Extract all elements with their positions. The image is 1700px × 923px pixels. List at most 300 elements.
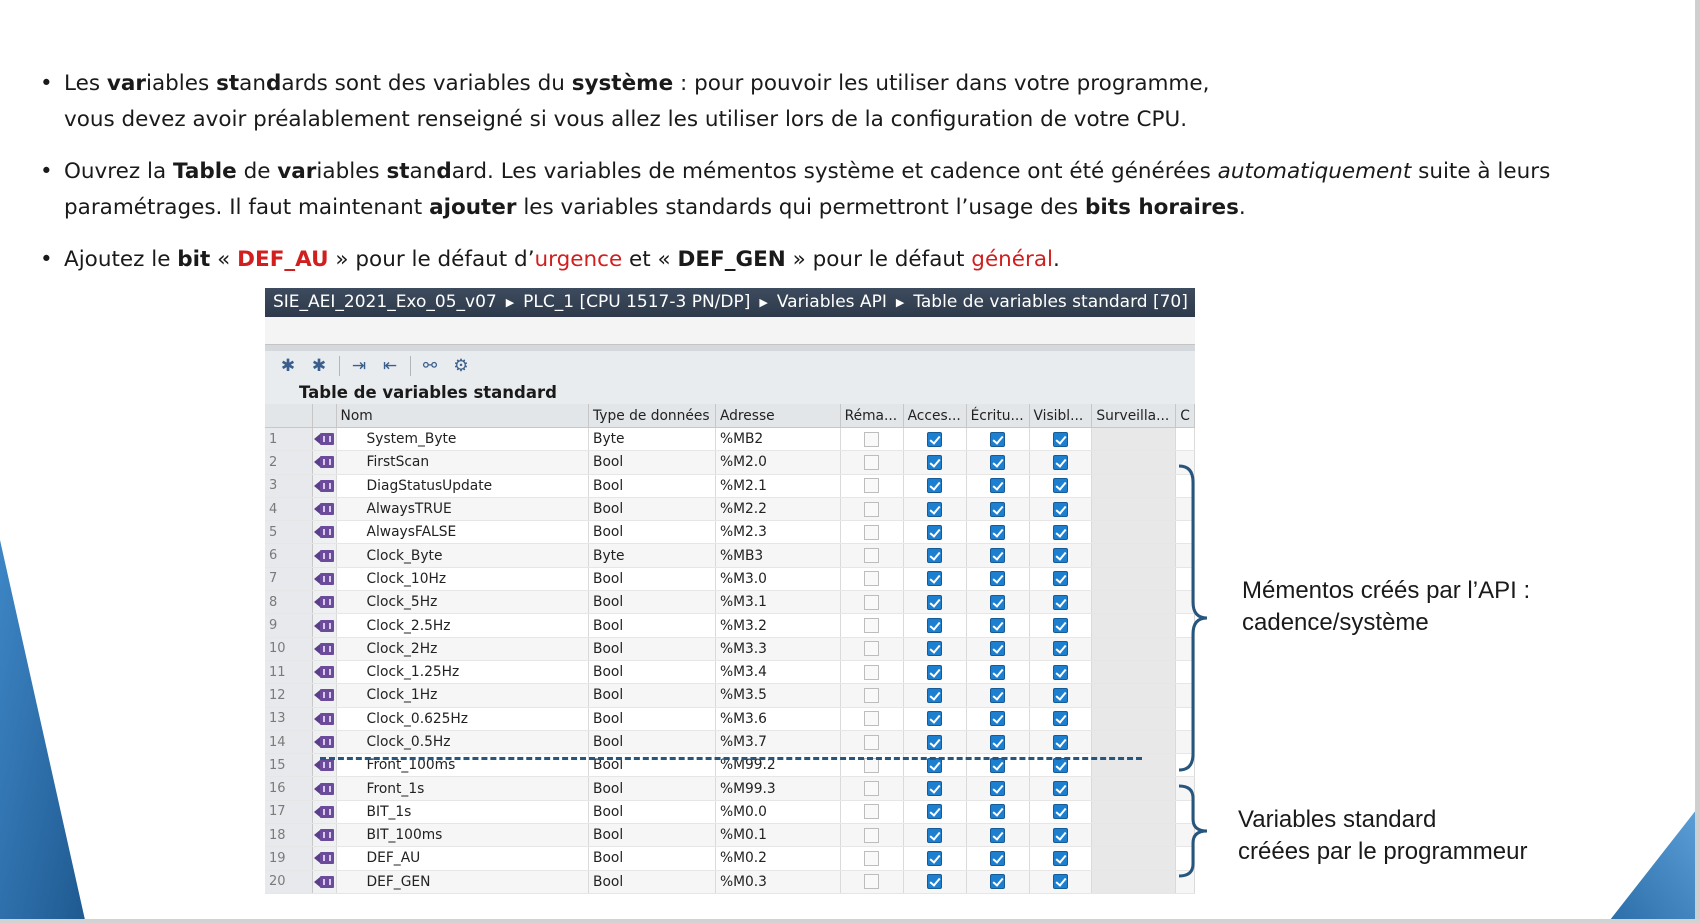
monitor-value: [1092, 800, 1176, 823]
row-number[interactable]: 17: [265, 800, 312, 823]
retain-checkbox[interactable]: [864, 874, 879, 889]
row-number[interactable]: 16: [265, 777, 312, 800]
instruction-list: [40, 66, 1660, 294]
add-variable-icon[interactable]: ✱: [280, 356, 296, 376]
comment-cell[interactable]: [1176, 428, 1195, 451]
address[interactable]: %M2.0: [715, 451, 840, 474]
write-checkbox-cell: [966, 637, 1029, 660]
visible-checkbox[interactable]: [1053, 781, 1068, 796]
write-checkbox[interactable]: [990, 758, 1005, 773]
visible-checkbox[interactable]: [1053, 478, 1068, 493]
access-checkbox[interactable]: [927, 618, 942, 633]
table-row[interactable]: [265, 684, 1195, 707]
variable-name[interactable]: Clock_10Hz: [336, 567, 588, 590]
row-number[interactable]: 11: [265, 660, 312, 683]
bullet-standard-variables: [40, 66, 1660, 138]
breadcrumb-variables-api[interactable]: Variables API: [776, 292, 887, 312]
retain-checkbox[interactable]: [864, 455, 879, 470]
table-row[interactable]: [265, 567, 1195, 590]
row-number[interactable]: 14: [265, 730, 312, 753]
write-checkbox[interactable]: [990, 781, 1005, 796]
write-checkbox[interactable]: [990, 455, 1005, 470]
insert-row-icon[interactable]: ✱: [311, 356, 327, 376]
monitor-value: [1092, 451, 1176, 474]
row-number[interactable]: 7: [265, 567, 312, 590]
write-checkbox-cell: [966, 474, 1029, 497]
variable-name[interactable]: Clock_2.5Hz: [336, 614, 588, 637]
text-segment: var: [106, 71, 147, 96]
bullet-icon: •: [40, 159, 53, 184]
data-type[interactable]: Bool: [589, 847, 716, 870]
retain-checkbox[interactable]: [864, 735, 879, 750]
write-checkbox[interactable]: [990, 618, 1005, 633]
visible-checkbox[interactable]: [1053, 618, 1068, 633]
toolbar-separator: [410, 356, 411, 376]
table-row[interactable]: [265, 451, 1195, 474]
retain-checkbox[interactable]: [864, 432, 879, 447]
address[interactable]: %M0.2: [715, 847, 840, 870]
address[interactable]: %M3.1: [715, 591, 840, 614]
access-checkbox[interactable]: [927, 548, 942, 563]
table-row[interactable]: [265, 614, 1195, 637]
address[interactable]: %M2.2: [715, 497, 840, 520]
visible-checkbox[interactable]: [1053, 688, 1068, 703]
address[interactable]: %M0.0: [715, 800, 840, 823]
retain-checkbox[interactable]: [864, 525, 879, 540]
column-header-icon: [312, 404, 336, 428]
row-number[interactable]: 1: [265, 428, 312, 451]
variable-name[interactable]: DiagStatusUpdate: [336, 474, 588, 497]
retain-checkbox[interactable]: [864, 758, 879, 773]
visible-checkbox[interactable]: [1053, 758, 1068, 773]
row-number[interactable]: 20: [265, 870, 312, 893]
retain-checkbox[interactable]: [864, 711, 879, 726]
settings-icon[interactable]: ⚙: [453, 356, 469, 376]
visible-checkbox[interactable]: [1053, 502, 1068, 517]
column-header-comment[interactable]: C: [1176, 404, 1195, 428]
table-row[interactable]: [265, 428, 1195, 451]
table-row[interactable]: [265, 730, 1195, 753]
row-number[interactable]: 5: [265, 521, 312, 544]
table-row[interactable]: [265, 474, 1195, 497]
dashed-separator-line: [320, 757, 1142, 760]
monitor-value: [1092, 474, 1176, 497]
table-row[interactable]: [265, 847, 1195, 870]
write-checkbox[interactable]: [990, 548, 1005, 563]
visible-checkbox-cell: [1029, 870, 1092, 893]
monitor-icon[interactable]: ⚯: [422, 356, 438, 376]
chevron-right-icon: ▶: [759, 296, 768, 309]
breadcrumb-project[interactable]: SIE_AEI_2021_Exo_05_v07: [273, 292, 497, 312]
decorative-triangle-right: [1610, 805, 1700, 920]
row-number[interactable]: 15: [265, 754, 312, 777]
visible-checkbox-cell: [1029, 544, 1092, 567]
data-type[interactable]: Bool: [589, 684, 716, 707]
address[interactable]: %M3.5: [715, 684, 840, 707]
text-segment: : pour pouvoir les utiliser dans votre programme,: [673, 71, 1210, 96]
variable-name[interactable]: Clock_0.625Hz: [336, 707, 588, 730]
monitor-value: [1092, 707, 1176, 730]
visible-checkbox-cell: [1029, 474, 1092, 497]
tag-variable-icon: [314, 456, 334, 468]
visible-checkbox[interactable]: [1053, 828, 1068, 843]
retain-checkbox[interactable]: [864, 851, 879, 866]
monitor-value: [1092, 591, 1176, 614]
retain-checkbox-cell: [840, 497, 903, 520]
visible-checkbox[interactable]: [1053, 874, 1068, 889]
annotation-line: cadence/système: [1242, 609, 1429, 636]
tag-variable-icon: [314, 480, 334, 492]
breadcrumb: [265, 288, 1195, 317]
row-number[interactable]: 13: [265, 707, 312, 730]
retain-checkbox-cell: [840, 428, 903, 451]
retain-checkbox[interactable]: [864, 781, 879, 796]
access-checkbox[interactable]: [927, 688, 942, 703]
row-number[interactable]: 12: [265, 684, 312, 707]
tag-type-cell: [312, 847, 336, 870]
tag-variable-icon: [314, 736, 334, 748]
column-header-retain[interactable]: Réma...: [840, 404, 903, 428]
visible-checkbox[interactable]: [1053, 525, 1068, 540]
retain-checkbox[interactable]: [864, 804, 879, 819]
variable-name[interactable]: DEF_GEN: [336, 870, 588, 893]
data-type[interactable]: Bool: [589, 591, 716, 614]
text-segment: Table: [172, 159, 237, 184]
write-checkbox[interactable]: [990, 502, 1005, 517]
write-checkbox[interactable]: [990, 478, 1005, 493]
access-checkbox-cell: [903, 730, 966, 753]
retain-checkbox[interactable]: [864, 688, 879, 703]
retain-checkbox-cell: [840, 870, 903, 893]
address[interactable]: %M3.3: [715, 637, 840, 660]
table-row[interactable]: [265, 637, 1195, 660]
variable-name[interactable]: DEF_AU: [336, 847, 588, 870]
data-type[interactable]: Bool: [589, 567, 716, 590]
text-segment: les variables standards qui permettront l’usage des: [516, 195, 1086, 220]
address[interactable]: %M2.3: [715, 521, 840, 544]
access-checkbox[interactable]: [927, 455, 942, 470]
write-checkbox[interactable]: [990, 688, 1005, 703]
address[interactable]: %M2.1: [715, 474, 840, 497]
variable-name[interactable]: Clock_1.25Hz: [336, 660, 588, 683]
address[interactable]: %MB2: [715, 428, 840, 451]
text-segment: système: [571, 71, 674, 96]
retain-checkbox-cell: [840, 637, 903, 660]
row-number[interactable]: 19: [265, 847, 312, 870]
slide-bottom-border: [0, 919, 1700, 923]
visible-checkbox[interactable]: [1053, 595, 1068, 610]
access-checkbox[interactable]: [927, 781, 942, 796]
data-type[interactable]: Byte: [589, 544, 716, 567]
variable-name[interactable]: Clock_0.5Hz: [336, 730, 588, 753]
row-number[interactable]: 3: [265, 474, 312, 497]
visible-checkbox[interactable]: [1053, 711, 1068, 726]
write-checkbox-cell: [966, 428, 1029, 451]
access-checkbox-cell: [903, 544, 966, 567]
annotation-user-variables: [1238, 804, 1527, 868]
visible-checkbox-cell: [1029, 707, 1092, 730]
write-checkbox[interactable]: [990, 432, 1005, 447]
data-type[interactable]: Byte: [589, 428, 716, 451]
column-header-monitor[interactable]: Surveilla...: [1092, 404, 1176, 428]
access-checkbox[interactable]: [927, 432, 942, 447]
retain-checkbox-cell: [840, 707, 903, 730]
access-checkbox[interactable]: [927, 478, 942, 493]
text-segment: bit: [177, 247, 211, 272]
monitor-value: [1092, 777, 1176, 800]
tag-type-cell: [312, 707, 336, 730]
retain-checkbox[interactable]: [864, 571, 879, 586]
data-type[interactable]: Bool: [589, 730, 716, 753]
write-checkbox[interactable]: [990, 851, 1005, 866]
access-checkbox[interactable]: [927, 711, 942, 726]
table-row[interactable]: [265, 544, 1195, 567]
export-icon[interactable]: ⇥: [351, 356, 367, 376]
access-checkbox[interactable]: [927, 828, 942, 843]
variable-name[interactable]: Clock_2Hz: [336, 637, 588, 660]
access-checkbox[interactable]: [927, 641, 942, 656]
visible-checkbox[interactable]: [1053, 432, 1068, 447]
data-type[interactable]: Bool: [589, 754, 716, 777]
access-checkbox[interactable]: [927, 851, 942, 866]
row-number[interactable]: 2: [265, 451, 312, 474]
retain-checkbox-cell: [840, 474, 903, 497]
row-number[interactable]: 18: [265, 824, 312, 847]
bullet-icon: •: [40, 247, 53, 272]
tag-type-cell: [312, 824, 336, 847]
visible-checkbox[interactable]: [1053, 548, 1068, 563]
retain-checkbox-cell: [840, 800, 903, 823]
table-row[interactable]: [265, 800, 1195, 823]
write-checkbox[interactable]: [990, 804, 1005, 819]
visible-checkbox[interactable]: [1053, 455, 1068, 470]
data-type[interactable]: Bool: [589, 451, 716, 474]
tag-type-cell: [312, 451, 336, 474]
text-segment: ards sont des variables du: [281, 71, 572, 96]
data-type[interactable]: Bool: [589, 660, 716, 683]
visible-checkbox[interactable]: [1053, 641, 1068, 656]
write-checkbox[interactable]: [990, 525, 1005, 540]
column-header-write[interactable]: Écritu...: [966, 404, 1029, 428]
toolbar-separator: [339, 356, 340, 376]
visible-checkbox[interactable]: [1053, 735, 1068, 750]
access-checkbox-cell: [903, 428, 966, 451]
row-number[interactable]: 4: [265, 497, 312, 520]
tag-variable-icon: [314, 852, 334, 864]
data-type[interactable]: Bool: [589, 614, 716, 637]
monitor-value: [1092, 497, 1176, 520]
retain-checkbox-cell: [840, 614, 903, 637]
address[interactable]: %M99.3: [715, 777, 840, 800]
tag-variable-icon: [314, 806, 334, 818]
monitor-value: [1092, 870, 1176, 893]
write-checkbox[interactable]: [990, 571, 1005, 586]
retain-checkbox[interactable]: [864, 548, 879, 563]
retain-checkbox-cell: [840, 451, 903, 474]
retain-checkbox-cell: [840, 567, 903, 590]
variable-name[interactable]: BIT_1s: [336, 800, 588, 823]
visible-checkbox[interactable]: [1053, 804, 1068, 819]
row-number[interactable]: 10: [265, 637, 312, 660]
text-segment: st: [216, 71, 240, 96]
monitor-value: [1092, 684, 1176, 707]
tag-variable-icon: [314, 526, 334, 538]
access-checkbox-cell: [903, 824, 966, 847]
access-checkbox-cell: [903, 707, 966, 730]
write-checkbox-cell: [966, 847, 1029, 870]
visible-checkbox-cell: [1029, 730, 1092, 753]
breadcrumb-current-table[interactable]: Table de variables standard [70]: [913, 292, 1188, 312]
import-icon[interactable]: ⇤: [382, 356, 398, 376]
write-checkbox[interactable]: [990, 874, 1005, 889]
variable-name[interactable]: System_Byte: [336, 428, 588, 451]
write-checkbox[interactable]: [990, 665, 1005, 680]
write-checkbox-cell: [966, 521, 1029, 544]
address[interactable]: %M3.6: [715, 707, 840, 730]
variable-name[interactable]: BIT_100ms: [336, 824, 588, 847]
table-row[interactable]: [265, 824, 1195, 847]
address[interactable]: %M3.7: [715, 730, 840, 753]
text-segment: DEF_AU: [237, 247, 329, 272]
monitor-value: [1092, 824, 1176, 847]
visible-checkbox[interactable]: [1053, 851, 1068, 866]
data-type[interactable]: Bool: [589, 637, 716, 660]
access-checkbox[interactable]: [927, 758, 942, 773]
access-checkbox[interactable]: [927, 735, 942, 750]
variable-name[interactable]: AlwaysTRUE: [336, 497, 588, 520]
access-checkbox[interactable]: [927, 502, 942, 517]
data-type[interactable]: Bool: [589, 800, 716, 823]
write-checkbox-cell: [966, 591, 1029, 614]
access-checkbox[interactable]: [927, 571, 942, 586]
table-row[interactable]: [265, 497, 1195, 520]
write-checkbox[interactable]: [990, 711, 1005, 726]
monitor-value: [1092, 428, 1176, 451]
data-type[interactable]: Bool: [589, 777, 716, 800]
tag-variable-icon: [314, 783, 334, 795]
text-segment: «: [210, 247, 238, 272]
data-type[interactable]: Bool: [589, 474, 716, 497]
variable-name[interactable]: Clock_1Hz: [336, 684, 588, 707]
column-header-visible[interactable]: Visibl...: [1029, 404, 1092, 428]
write-checkbox[interactable]: [990, 828, 1005, 843]
retain-checkbox[interactable]: [864, 478, 879, 493]
variable-name[interactable]: AlwaysFALSE: [336, 521, 588, 544]
access-checkbox-cell: [903, 474, 966, 497]
tag-variable-icon: [314, 643, 334, 655]
access-checkbox[interactable]: [927, 665, 942, 680]
text-segment: paramétrages. Il faut maintenant: [64, 195, 430, 220]
visible-checkbox[interactable]: [1053, 665, 1068, 680]
annotation-line: Variables standard: [1238, 806, 1437, 833]
text-segment: suite à leurs: [1411, 159, 1551, 184]
address[interactable]: %M3.4: [715, 660, 840, 683]
column-header-access[interactable]: Acces...: [903, 404, 966, 428]
write-checkbox[interactable]: [990, 641, 1005, 656]
write-checkbox-cell: [966, 777, 1029, 800]
access-checkbox[interactable]: [927, 804, 942, 819]
data-type[interactable]: Bool: [589, 521, 716, 544]
variable-name[interactable]: Front_100ms: [336, 754, 588, 777]
text-segment: bits horaires: [1085, 195, 1239, 220]
write-checkbox-cell: [966, 684, 1029, 707]
tag-type-cell: [312, 870, 336, 893]
tag-variable-icon: [314, 713, 334, 725]
tag-variable-icon: [314, 620, 334, 632]
address[interactable]: %M0.1: [715, 824, 840, 847]
data-type[interactable]: Bool: [589, 497, 716, 520]
text-segment: et «: [622, 247, 678, 272]
variable-name[interactable]: Clock_5Hz: [336, 591, 588, 614]
row-number[interactable]: 9: [265, 614, 312, 637]
panel-spacer: [265, 317, 1195, 344]
address[interactable]: %M99.2: [715, 754, 840, 777]
visible-checkbox-cell: [1029, 567, 1092, 590]
retain-checkbox[interactable]: [864, 641, 879, 656]
row-number[interactable]: 6: [265, 544, 312, 567]
text-segment: d: [265, 71, 282, 96]
tag-type-cell: [312, 567, 336, 590]
text-segment: ajouter: [429, 195, 517, 220]
table-row[interactable]: [265, 660, 1195, 683]
retain-checkbox[interactable]: [864, 618, 879, 633]
access-checkbox[interactable]: [927, 525, 942, 540]
retain-checkbox[interactable]: [864, 828, 879, 843]
write-checkbox[interactable]: [990, 735, 1005, 750]
text-segment: automatiquement: [1217, 159, 1412, 184]
variable-name[interactable]: Front_1s: [336, 777, 588, 800]
monitor-value: [1092, 730, 1176, 753]
text-segment: Ajoutez le: [64, 247, 178, 272]
data-type[interactable]: Bool: [589, 824, 716, 847]
access-checkbox[interactable]: [927, 874, 942, 889]
column-header-type[interactable]: Type de données: [589, 404, 716, 428]
tag-type-cell: [312, 777, 336, 800]
access-checkbox[interactable]: [927, 595, 942, 610]
column-header-address[interactable]: Adresse: [715, 404, 840, 428]
column-header-name[interactable]: Nom: [336, 404, 588, 428]
table-row[interactable]: [265, 591, 1195, 614]
variable-name[interactable]: FirstScan: [336, 451, 588, 474]
retain-checkbox[interactable]: [864, 502, 879, 517]
address[interactable]: %M0.3: [715, 870, 840, 893]
visible-checkbox-cell: [1029, 637, 1092, 660]
breadcrumb-plc[interactable]: PLC_1 [CPU 1517-3 PN/DP]: [523, 292, 751, 312]
visible-checkbox-cell: [1029, 451, 1092, 474]
write-checkbox[interactable]: [990, 595, 1005, 610]
address[interactable]: %M3.0: [715, 567, 840, 590]
bullet-open-table: [40, 154, 1660, 226]
table-row[interactable]: [265, 777, 1195, 800]
data-type[interactable]: Bool: [589, 707, 716, 730]
table-row[interactable]: [265, 707, 1195, 730]
visible-checkbox[interactable]: [1053, 571, 1068, 586]
row-number[interactable]: 8: [265, 591, 312, 614]
table-row[interactable]: [265, 870, 1195, 893]
text-segment: .: [1238, 195, 1246, 220]
write-checkbox-cell: [966, 544, 1029, 567]
table-row[interactable]: [265, 521, 1195, 544]
text-segment: st: [386, 159, 410, 184]
address[interactable]: %M3.2: [715, 614, 840, 637]
retain-checkbox[interactable]: [864, 595, 879, 610]
data-type[interactable]: Bool: [589, 870, 716, 893]
text-segment: ard. Les variables de mémentos système et cadence ont été générées: [451, 159, 1218, 184]
retain-checkbox[interactable]: [864, 665, 879, 680]
access-checkbox-cell: [903, 847, 966, 870]
variable-name[interactable]: Clock_Byte: [336, 544, 588, 567]
address[interactable]: %MB3: [715, 544, 840, 567]
